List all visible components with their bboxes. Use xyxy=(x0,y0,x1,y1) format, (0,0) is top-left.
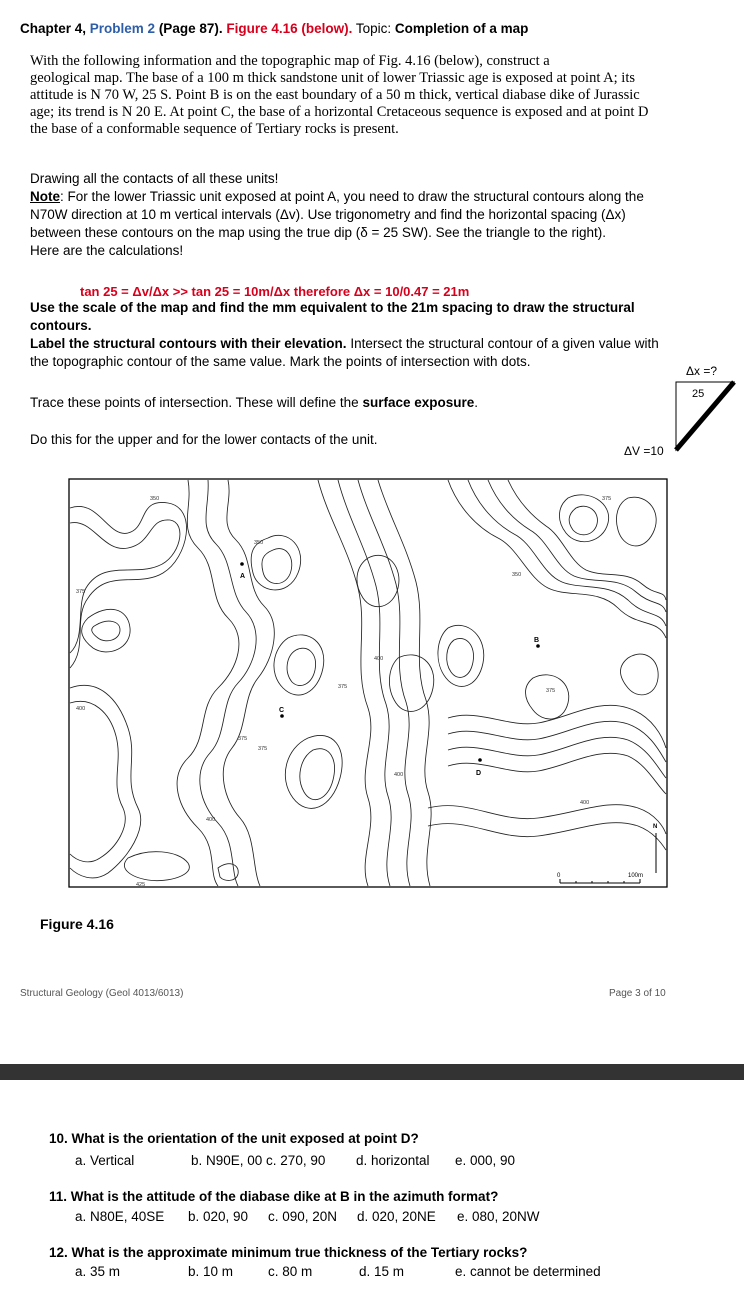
topic-label: Topic: xyxy=(352,21,395,36)
topographic-map xyxy=(68,478,668,888)
q11-option: a. N80E, 40SE xyxy=(75,1209,165,1224)
q11-option: c. 090, 20N xyxy=(268,1209,338,1224)
label-line: Label the structural contours with their elevation. Intersect the structural contour of a given value with xyxy=(30,336,659,351)
contour-label: 375 xyxy=(602,496,612,502)
intro-line: age; its trend is N 20 E. At point C, the base of a horizontal Cretaceous sequence is exposed and at point D xyxy=(30,104,649,120)
q12-option: a. 35 m xyxy=(75,1264,121,1279)
note-line: Note: For the lower Triassic unit exposed at point A, you need to draw the structural contours along the xyxy=(30,189,644,204)
label-line: the topographic contour of the same value. Mark the points of intersection with dots. xyxy=(30,354,531,369)
calculation: tan 25 = Δv/Δx >> tan 25 = 10m/Δx therefore Δx = 10/0.47 = 21m xyxy=(80,284,470,299)
note-line: between these contours on the map using the true dip (δ = 25 SW). See the triangle to the right). xyxy=(30,225,606,240)
scale-line: contours. xyxy=(30,318,92,333)
contour-label: 400 xyxy=(374,656,384,662)
scale-instructions xyxy=(30,299,690,371)
contour-label: 400 xyxy=(580,800,590,806)
page-separator xyxy=(0,1064,744,1080)
footer-page: Page 3 of 10 xyxy=(609,988,666,999)
dip-triangle xyxy=(670,378,740,458)
figure-ref: Figure 4.16 (below). xyxy=(226,21,353,36)
contour-label: 400 xyxy=(394,772,404,778)
point-c-label: C xyxy=(279,707,285,714)
dx-label: Δx =? xyxy=(686,364,718,378)
dv-label: ΔV =10 xyxy=(624,444,664,458)
page-ref: (Page 87). xyxy=(155,21,227,36)
svg-text:N: N xyxy=(653,824,658,830)
intro-line: the base of a conformable sequence of Tertiary rocks is present. xyxy=(30,121,399,137)
intro-paragraph xyxy=(30,53,720,138)
problem-label: Problem 2 xyxy=(89,21,156,36)
question-10-stem: 10. What is the orientation of the unit exposed at point D? xyxy=(49,1131,419,1146)
chapter-label: Chapter 4, xyxy=(20,21,90,36)
question-12-stem: 12. What is the approximate minimum true thickness of the Tertiary rocks? xyxy=(49,1245,528,1260)
contour-label: 375 xyxy=(238,736,248,742)
page-header xyxy=(20,20,528,38)
q11-option: d. 020, 20NE xyxy=(357,1209,436,1224)
drawing-line: Drawing all the contacts of all these units! xyxy=(30,171,279,186)
contour-label: 350 xyxy=(512,572,522,578)
scale-label: 100m xyxy=(628,873,644,879)
contour-label: 425 xyxy=(136,882,146,888)
angle-label: 25 xyxy=(692,388,705,400)
point-a-label: A xyxy=(240,573,246,580)
q10-option: b. N90E, 00 c. 270, 90 xyxy=(191,1153,326,1168)
footer-course: Structural Geology (Geol 4013/6013) xyxy=(20,988,184,999)
trace-line: Trace these points of intersection. These will define the surface exposure. xyxy=(30,395,479,410)
q10-option: e. 000, 90 xyxy=(455,1153,516,1168)
q12-option: e. cannot be determined xyxy=(455,1264,601,1279)
contour-label: 400 xyxy=(76,706,86,712)
point-d-label: D xyxy=(476,770,482,777)
contour-label: 375 xyxy=(258,746,268,752)
contour-label: 350 xyxy=(254,540,264,546)
q11-option: b. 020, 90 xyxy=(188,1209,249,1224)
point-b-label: B xyxy=(534,637,540,644)
intro-line: attitude is N 70 W, 25 S. Point B is on the east boundary of a 50 m thick, vertical diabase dike of Jurassic xyxy=(30,87,640,103)
contour-label: 400 xyxy=(206,817,216,823)
figure-caption: Figure 4.16 xyxy=(40,916,114,932)
do-this-line: Do this for the upper and for the lower contacts of the unit. xyxy=(30,432,378,447)
contour-label: 375 xyxy=(76,589,86,595)
q12-option: c. 80 m xyxy=(268,1264,313,1279)
contour-label: 375 xyxy=(338,684,348,690)
scale-line: Use the scale of the map and find the mm equivalent to the 21m spacing to draw the structural xyxy=(30,300,635,315)
topic: Completion of a map xyxy=(394,21,529,36)
q12-option: d. 15 m xyxy=(359,1264,405,1279)
note-line: Here are the calculations! xyxy=(30,243,184,258)
contour-label: 375 xyxy=(546,688,556,694)
note-line: N70W direction at 10 m vertical intervals (Δv). Use trigonometry and find the horizontal spacing (Δx) xyxy=(30,207,626,222)
contour-label: 350 xyxy=(150,496,160,502)
question-11-stem: 11. What is the attitude of the diabase dike at B in the azimuth format? xyxy=(49,1189,499,1204)
intro-line: With the following information and the topographic map of Fig. 4.16 (below), construct a xyxy=(30,53,550,69)
q11-option: e. 080, 20NW xyxy=(457,1209,540,1224)
q10-option: d. horizontal xyxy=(356,1153,430,1168)
q10-option: a. Vertical xyxy=(75,1153,135,1168)
intro-line: geological map. The base of a 100 m thick sandstone unit of lower Triassic age is exposed at point A; its xyxy=(30,70,636,86)
instructions xyxy=(30,170,690,260)
scale-zero: 0 xyxy=(557,873,561,879)
q12-option: b. 10 m xyxy=(188,1264,234,1279)
